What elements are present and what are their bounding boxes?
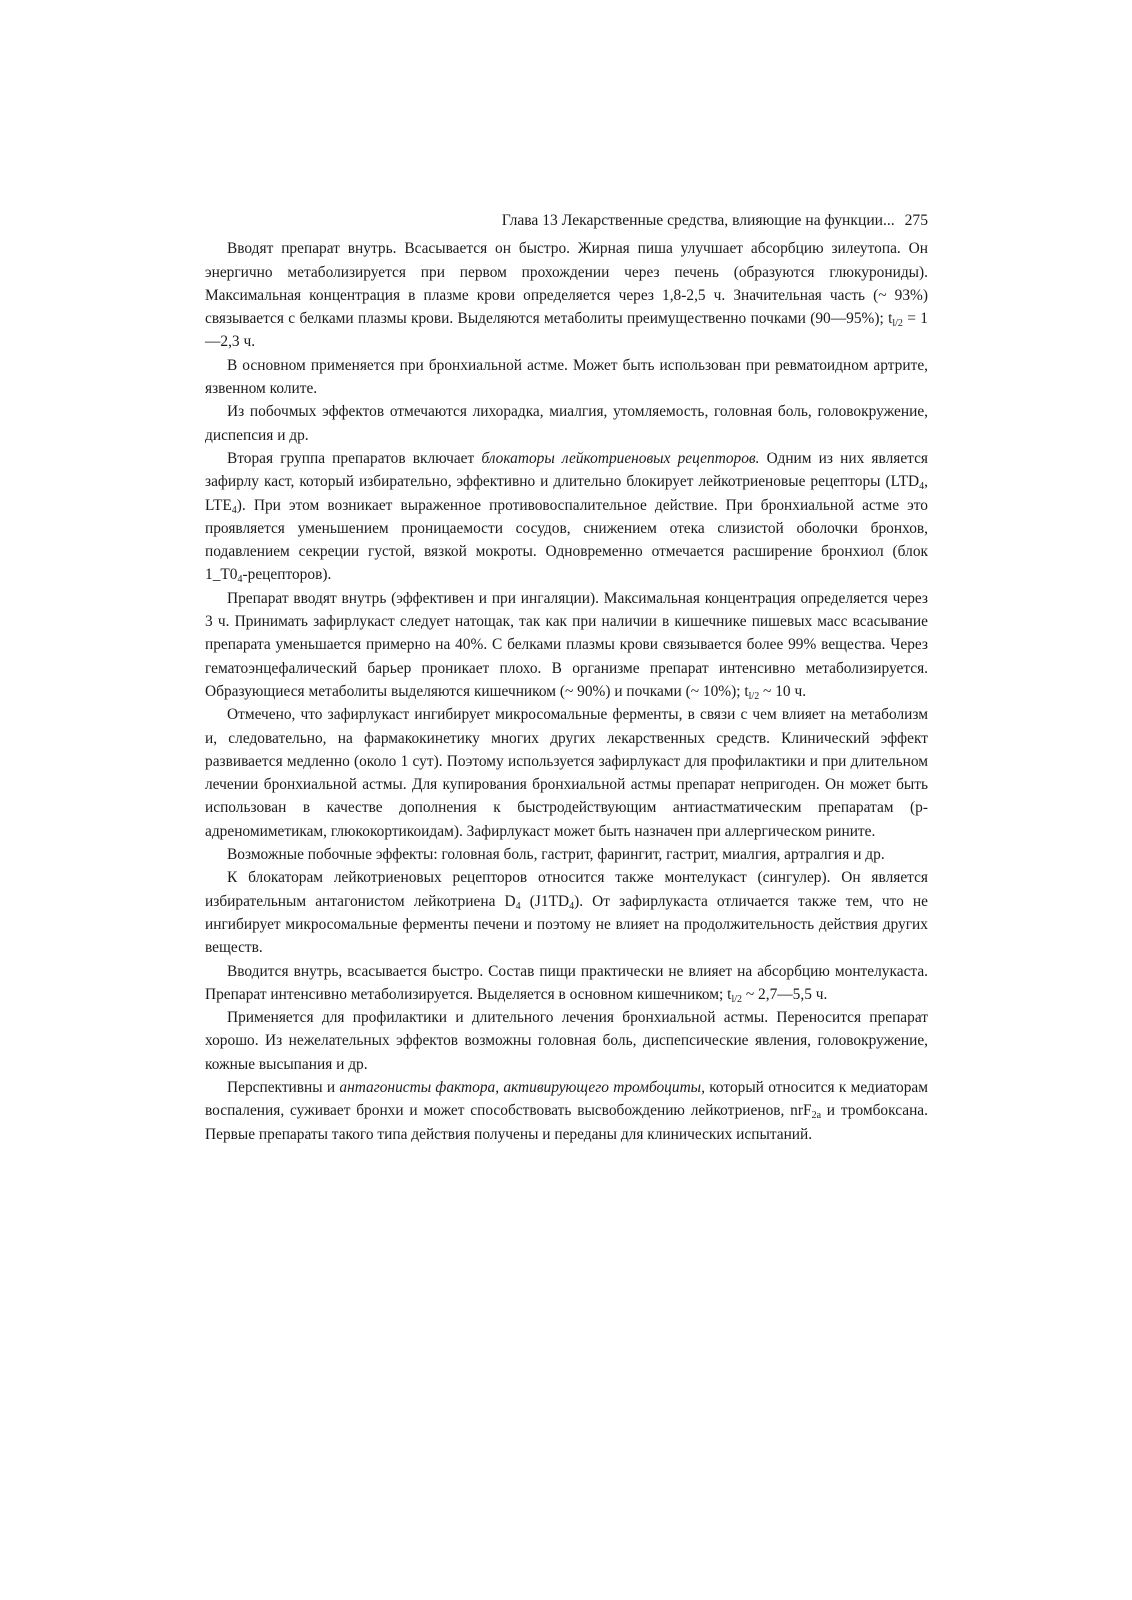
paragraph: [205, 447, 928, 587]
subscript: 4: [515, 900, 521, 912]
subscript: l/2: [748, 690, 760, 702]
paragraph: [205, 400, 928, 447]
text-run: Отмечено, что зафирлукаст ингибирует микросомальные ферменты, в связи с чем влияет на метаболизм и, следовательно, на фармакокинетику многих других лекарственных средств. Клинический эффект развивается медленно (около 1 сут). Поэтому используется зафирлукаст для профилактики и при длительном лечении бронхиальной астмы. Для купирования бронхиальной астмы препарат непригоден. Он может быть использован в качестве дополнения к быстродействующим антиастматическим препаратам (р-адреномиметикам, глюкокортикоидам). Зафирлукаст может быть назначен при аллергическом рините.: [205, 706, 928, 840]
text-run: Вторая группа препаратов включает: [227, 449, 482, 467]
text-run: Одним из них является зафирлу каст, который избирательно, эффективно и длительно блокирует лейкотриеновые рецепторы (LTD: [205, 449, 928, 491]
subscript: l/2: [892, 318, 903, 330]
subscript: 4: [569, 900, 575, 912]
paragraph: [205, 703, 928, 843]
text-run: = 1—2,3 ч.: [205, 310, 928, 351]
paragraph: [205, 843, 928, 866]
running-header: [205, 209, 928, 232]
text-run: и тромбоксана. Первые препараты такого типа действия получены и переданы для клинических испытаний.: [205, 1102, 928, 1143]
chapter-title: Глава 13 Лекарственные средства, влияющие на функции...: [501, 212, 895, 229]
paragraph: [205, 1006, 928, 1076]
text-run: Перспективны и: [227, 1078, 340, 1096]
text-run: -рецепторов).: [242, 566, 332, 584]
paragraph: [205, 960, 928, 1007]
page-number: 275: [904, 212, 928, 229]
subscript: 4: [231, 504, 237, 516]
text-run: , LTE: [205, 473, 928, 514]
paragraph: [205, 237, 928, 353]
text-run: Вводят препарат внутрь. Всасывается он быстро. Жирная пиша улучшает абсорбцию зилеутопа. Он энергично метаболизируется при первом прохождении через печень (образуются глюкурониды). Максимальная концентрация в плазме крови определяется через 1,8-2,5 ч. Значительная часть (~ 93%) связывается с белками плазмы крови. Выделяются метаболиты преимущественно почками (90—95%); t: [205, 240, 928, 328]
paragraph: [205, 587, 928, 703]
text-run: ). При этом возникает выраженное противовоспалительное действие. При бронхиальной астме это проявляется уменьшением проницаемости сосудов, снижением отека слизистой оболочки бронхов, подавлением секреции густой, вязкой мокроты. Одновременно отмечается расширение бронхиол (блок 1_T0: [205, 496, 928, 584]
text-run: Применяется для профилактики и длительного лечения бронхиальной астмы. Переносится препарат хорошо. Из нежелательных эффектов возможны головная боль, диспепсические явления, головокружение, кожные высыпания и др.: [205, 1009, 928, 1073]
text-run: ~ 10 ч.: [759, 682, 807, 700]
text-run: В основном применяется при бронхиальной астме. Может быть использован при ревматоидном артрите, язвенном колите.: [205, 356, 928, 398]
paragraph: [205, 1076, 928, 1146]
subscript: 4: [919, 481, 925, 493]
body-text: [205, 237, 928, 1146]
subscript: 2a: [811, 1110, 822, 1122]
text-run: Препарат вводят внутрь (эффективен и при ингаляции). Максимальная концентрация определяется через 3 ч. Принимать зафирлукаст следует натощак, так как при наличии в кишечнике пишевых масс всасывание препарата уменьшается примерно на 40%. С белками плазмы крови связывается более 99% вещества. Через гематоэнцефалический барьер проникает плохо. В организме препарат интенсивно метаболизируется. Образующиеся метаболиты выделяются кишечником (~ 90%) и почками (~ 10%); t: [205, 589, 928, 700]
text-run: ). От зафирлукаста отличается также тем, что не ингибирует микросомальные ферменты печени и поэтому не влияет на продолжительность действия других веществ.: [205, 892, 928, 957]
book-page: [205, 209, 928, 1146]
subscript: 4: [237, 574, 243, 586]
text-run: ~ 2,7—5,5 ч.: [742, 985, 828, 1003]
italic-text: антагонисты фактора, активирующего тромбоциты,: [339, 1078, 705, 1096]
text-run: К блокаторам лейкотриеновых рецепторов относится также монтелукаст (сингулер). Он является избирательным антагонистом лейкотриена D: [205, 869, 928, 910]
paragraph: [205, 866, 928, 959]
text-run: Возможные побочные эффекты: головная боль, гастрит, фарингит, гастрит, миалгия, артралгия и др.: [227, 846, 885, 864]
paragraph: [205, 354, 928, 401]
text-run: который относится к медиаторам воспаления, суживает бронхи и может способствовать высвобождению лейкотриенов, nrF: [205, 1078, 928, 1120]
italic-text: блокаторы лейкотриеновых рецепторов.: [481, 449, 760, 467]
text-run: Из побочмых эффектов отмечаются лихорадка, миалгия, утомляемость, головная боль, головокружение, диспепсия и др.: [205, 403, 928, 444]
text-run: (J1TD: [520, 892, 570, 910]
text-run: Вводится внутрь, всасывается быстро. Состав пищи практически не влияет на абсорбцию монтелукаста. Препарат интенсивно метаболизируется. Выделяется в основном кишечником; t: [205, 962, 928, 1003]
subscript: l/2: [731, 993, 742, 1005]
